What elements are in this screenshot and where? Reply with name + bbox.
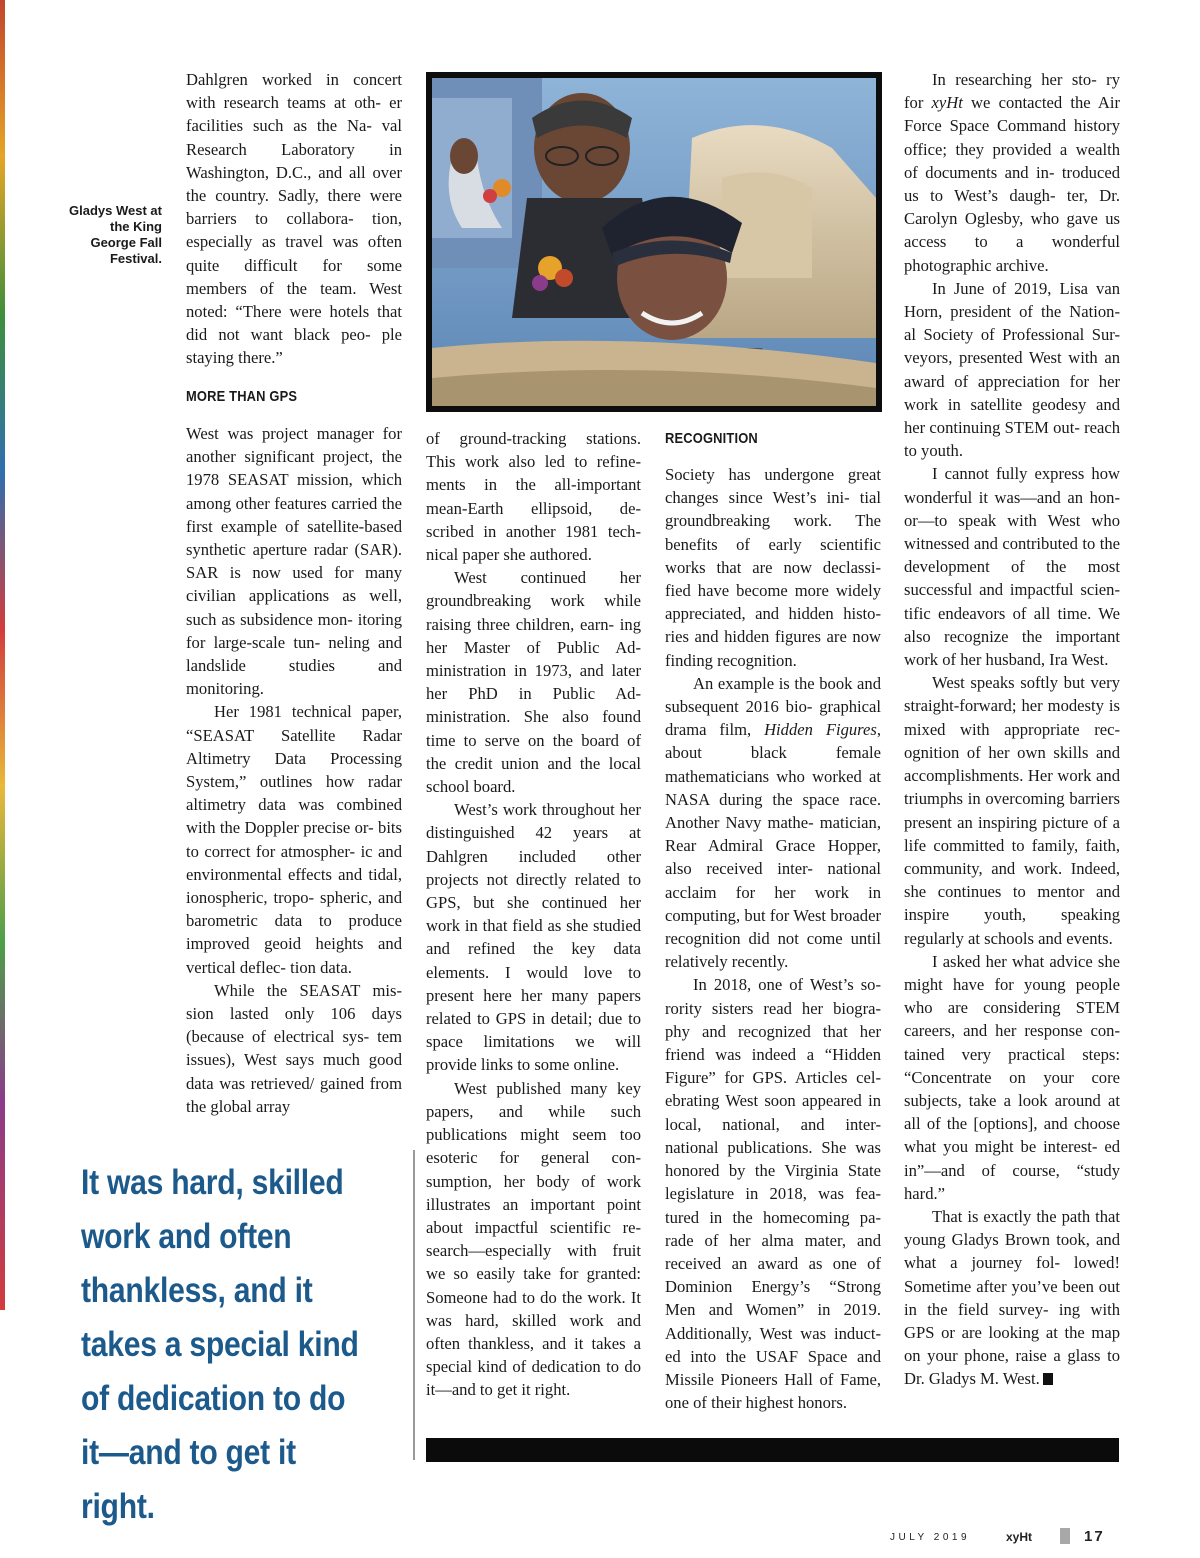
subhead-more-than-gps: MORE THAN GPS xyxy=(186,388,298,405)
page-footer xyxy=(888,1528,1120,1548)
paragraph: Her 1981 technical paper, “SEASAT Satellite Radar Altimetry Data Processing System,” outlines how radar altimetry data was combined with the Doppler precise or- bits to correct for atmospher- ic and environmental effects and tidal, ionospheric, tropo- spheric, and barometric data to produce improved geoid heights and vertical deflec- tion data. xyxy=(186,702,402,977)
column-3 xyxy=(665,463,881,1414)
photo-gladys-west-parade xyxy=(426,72,882,412)
paragraph: In June of 2019, Lisa van Horn, president of the Nation- al Society of Professional Sur- veyors, presented West with an award of appreciation for her work in satellite geodesy and her continuing STEM out- reach to youth. xyxy=(904,278,1120,461)
decorative-color-strip xyxy=(0,0,5,1310)
paragraph xyxy=(904,68,1120,277)
paragraph xyxy=(904,1205,1120,1391)
text-run: An example is the book and subsequent 2016 bio- graphical drama film, xyxy=(665,673,881,740)
paragraph: Society has undergone great changes since West’s ini- tial groundbreaking work. The benefits of early scientific works that are now declassi- fied have become more widely appreciated, and hidden histo- ries and hidden figures are now finding recognition. xyxy=(665,465,881,670)
text-run: That is exactly the path that young Gladys Brown took, and what a journey fol- lowed! Sometime after you’ve been out in the field survey- ing with GPS or are looking at the map on your phone, raise a glass to Dr. Gladys M. West. xyxy=(904,1206,1120,1389)
issue-date: JULY 2019 xyxy=(890,1532,971,1543)
end-of-article-mark xyxy=(1043,1373,1053,1385)
text-run: we contacted the Air Force Space Command history office; they provided a wealth of documents and in- troduced us to West’s daugh- ter, Dr. Carolyn Oglesby, who gave us access to a wonderful photographic archive. xyxy=(904,93,1121,275)
footer-square-icon xyxy=(1060,1528,1070,1544)
column-1-body xyxy=(186,422,402,1118)
paragraph xyxy=(665,672,881,974)
paragraph: West published many key papers, and while such publications might seem too esoteric for general con- sumption, her body of work illustrates an important point about impactful scientific re- search—especially with fruit we so easily take for granted: Someone had to do the work. It was hard, skilled work and often thankless, and it takes a special kind of dedication to do it—and to get it right. xyxy=(426,1078,641,1400)
paragraph: West speaks softly but very straight-forward; her modesty is mixed with appropriate rec- ognition of her own skills and accomplishments. Her work and triumphs in overcoming barriers present an inspiring picture of a life committed to family, faith, community, and work. Indeed, she continues to mentor and inspire youth, speaking regularly at schools and events. xyxy=(904,673,1120,948)
column-1-top xyxy=(186,68,402,370)
paragraph: I cannot fully express how wonderful it was—and an hon- or—to speak with West who witnessed and contributed to the development of the most successful and impactful scien- tific endeavors of all time. We also recognize the important work of her husband, Ira West. xyxy=(904,464,1120,670)
decorative-black-bar xyxy=(426,1438,1119,1462)
magazine-name: xyHt xyxy=(931,93,963,113)
pull-quote: It was hard, skilled work and often thankless, and it takes a special kind of dedication to do it—and to get it right. xyxy=(81,1163,359,1526)
page-number: 17 xyxy=(1084,1528,1105,1545)
text-run: , about black female mathematicians who worked at NASA during the space race. Another Navy mathe- matician, Rear Admiral Grace Hopper, also received inter- national acclaim for her work in computing, but for West broader recognition did not come until relatively recently. xyxy=(665,720,881,972)
paragraph: West was project manager for another significant project, the 1978 SEASAT mission, which among other features carried the first example of satellite-based synthetic aperture radar (SAR). SAR is now used for many civilian applications as well, such as subsidence mon- itoring for large-scale tun- neling and landslide studies and monitoring. xyxy=(186,424,402,699)
subhead-recognition: RECOGNITION xyxy=(665,430,758,447)
magazine-title: xyHt xyxy=(1006,1530,1033,1544)
paragraph: I asked her what advice she might have for young people who are considering STEM careers, and her response con- tained very practical steps: “Concentrate on your core subjects, take a look around at all of the [options], and choose what you might be interest- ed in”—and of course, “study hard.” xyxy=(904,951,1120,1203)
paragraph: While the SEASAT mis- sion lasted only 106 days (because of electrical sys- tem issues), West says much good data was retrieved/ gained from the global array xyxy=(186,980,402,1116)
photo-caption: Gladys West at the King George Fall Festival. xyxy=(69,203,162,266)
column-2 xyxy=(426,427,641,1402)
text-run: In researching her sto- ry for xyxy=(904,70,1120,113)
paragraph: In 2018, one of West’s so- rority sisters read her biogra- phy and recognized that her friend was indeed a “Hidden Figure” for GPS. Articles cel- ebrating West soon appeared in local, national, and inter- national publications. She was honored by the Virginia State legislature in 2018, was fea- tured in the homecoming pa- rade of her alma mater, and received an award as one of Dominion Energy’s “Strong Men and Women” in 2019. Additionally, West was induct- ed into the USAF Space and Missile Pioneers Hall of Fame, one of their highest honors. xyxy=(665,975,881,1413)
photo-illustration xyxy=(432,78,876,406)
paragraph: of ground-tracking stations. This work also led to refine- ments in the all-important mean-Earth ellipsoid, de- scribed in another 1981 tech- nical paper she authored. xyxy=(426,429,641,565)
paragraph: West’s work throughout her distinguished 42 years at Dahlgren included other projects not directly related to GPS, but she continued her work in that field as she studied and refined the key data elements. I would love to present here her many papers related to GPS in detail; due to space limitations we will provide links to some online. xyxy=(426,800,641,1075)
film-title: Hidden Figures xyxy=(764,720,877,740)
paragraph: Dahlgren worked in concert with research teams at oth- er facilities such as the Na- val Research Laboratory in Washington, D.C., and all over the country. Sadly, there were barriers to collabora- tion, especially as travel was often quite difficult for some members of the team. West noted: “There were hotels that did not want black peo- ple staying there.” xyxy=(186,70,402,368)
paragraph: West continued her groundbreaking work while raising three children, earn- ing her Master of Public Ad- ministration in 1973, and later her PhD in Public Ad- ministration. She also found time to serve on the board of the credit union and the local school board. xyxy=(426,568,641,797)
column-4 xyxy=(904,68,1120,1391)
divider-rule xyxy=(413,1150,415,1460)
